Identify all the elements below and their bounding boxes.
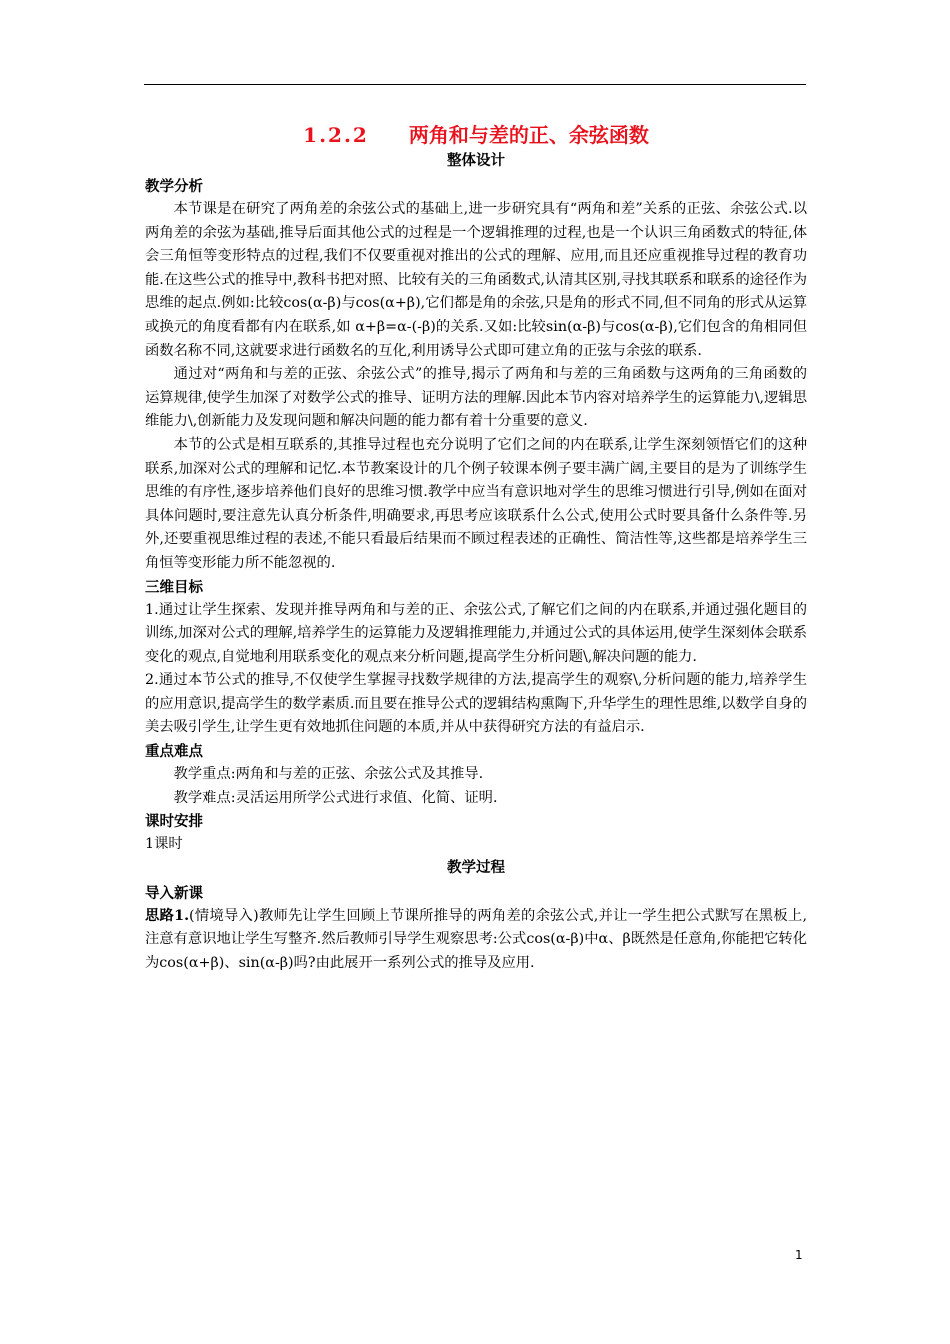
section-number: 1.2.2 xyxy=(303,123,369,147)
idea-text: (情境导入)教师先让学生回顾上节课所推导的两角差的余弦公式,并让一学生把公式默写在黑板上,注意有意识地让学生写整齐.然后教师引导学生观察思考:公式cos(α-β)中α、β既然是任意角,你能把它转化为cos(α+β)、sin(α-β)吗?由此展开一系列公式的推导及应用. xyxy=(145,907,807,972)
header-rule xyxy=(144,84,806,85)
schedule-value: 1课时 xyxy=(145,836,183,853)
heading-intro: 导入新课 xyxy=(145,884,203,902)
subtitle: 整体设计 xyxy=(447,152,505,169)
idea-label: 思路1. xyxy=(145,907,190,924)
key-point: 教学重点:两角和与差的正弦、余弦公式及其推导. xyxy=(173,766,484,783)
heading-key-points: 重点难点 xyxy=(145,743,203,761)
heading-analysis: 教学分析 xyxy=(145,178,203,195)
difficult-point: 教学难点:灵活运用所学公式进行求值、化简、证明. xyxy=(173,789,498,806)
page-title xyxy=(145,120,807,150)
idea-paragraph xyxy=(145,905,807,976)
page-number: 1 xyxy=(795,1248,803,1262)
paragraph: 通过对“两角和与差的正弦、余弦公式”的推导,揭示了两角和与差的三角函数与这两角的三角函数的运算规律,使学生加深了对数学公式的推导、证明方法的理解.因此本节内容对培养学生的运算能力\,逻辑思维能力\,创新能力及发现问题和解决问题的能力都有着十分重要的意义. xyxy=(145,366,807,430)
goal-item: 2.通过本节公式的推导,不仅使学生掌握寻找数学规律的方法,提高学生的观察\,分析问题的能力,培养学生的应用意识,提高学生的数学素质.而且要在推导公式的逻辑结构熏陶下,升华学生的理性思维,以数学自身的美去吸引学生,让学生更有效地抓住问题的本质,并从中获得研究方法的有益启示. xyxy=(145,672,807,736)
heading-schedule: 课时安排 xyxy=(145,813,203,831)
goal-item: 1.通过让学生探索、发现并推导两角和与差的正、余弦公式,了解它们之间的内在联系,并通过强化题目的训练,加深对公式的理解,培养学生的运算能力及逻辑推理能力,并通过公式的具体运用,使学生深刻体会联系变化的观点,自觉地利用联系变化的观点来分析问题,提高学生分析问题\,解决问题的能力. xyxy=(145,601,807,665)
heading-goals: 三维目标 xyxy=(145,578,203,596)
paragraph: 本节课是在研究了两角差的余弦公式的基础上,进一步研究具有“两角和差”关系的正弦、余弦公式.以两角差的余弦为基础,推导后面其他公式的过程是一个逻辑推理的过程,也是一个认识三角函数式的特征,体会三角恒等变形特点的过程,我们不仅要重视对推出的公式的理解、应用,而且还应重视推导过程的教育功能.在这些公式的推导中,教科书把对照、比较有关的三角函数式,认清其区别,寻找其联系和联系的途径作为思维的起点.例如:比较cos(α-β)与cos(α+β),它们都是角的余弦,只是角的形式不同,但不同角的形式从运算或换元的角度看都有内在联系,如 α+β=α-(-β)的关系.又如:比较sin(α-β)与cos(α-β),它们包含的角相同但函数名称不同,这就要求进行函数名的互化,利用诱导公式即可建立角的正弦与余弦的联系. xyxy=(145,201,807,359)
document-body xyxy=(145,120,807,976)
title-text: 两角和与差的正、余弦函数 xyxy=(408,123,649,147)
process-title: 教学过程 xyxy=(447,858,505,876)
paragraph: 本节的公式是相互联系的,其推导过程也充分说明了它们之间的内在联系,让学生深刻领悟它们的这种联系,加深对公式的理解和记忆.本节教案设计的几个例子较课本例子要丰满广阔,主要目的是为了训练学生思维的有序性,逐步培养他们良好的思维习惯.教学中应当有意识地对学生的思维习惯进行引导,例如在面对具体问题时,要注意先认真分析条件,明确要求,再思考应该联系什么公式,使用公式时要具备什么条件等.另外,还要重视思维过程的表述,不能只看最后结果而不顾过程表述的正确性、简洁性等,这些都是培养学生三角恒等变形能力所不能忽视的. xyxy=(145,436,807,571)
